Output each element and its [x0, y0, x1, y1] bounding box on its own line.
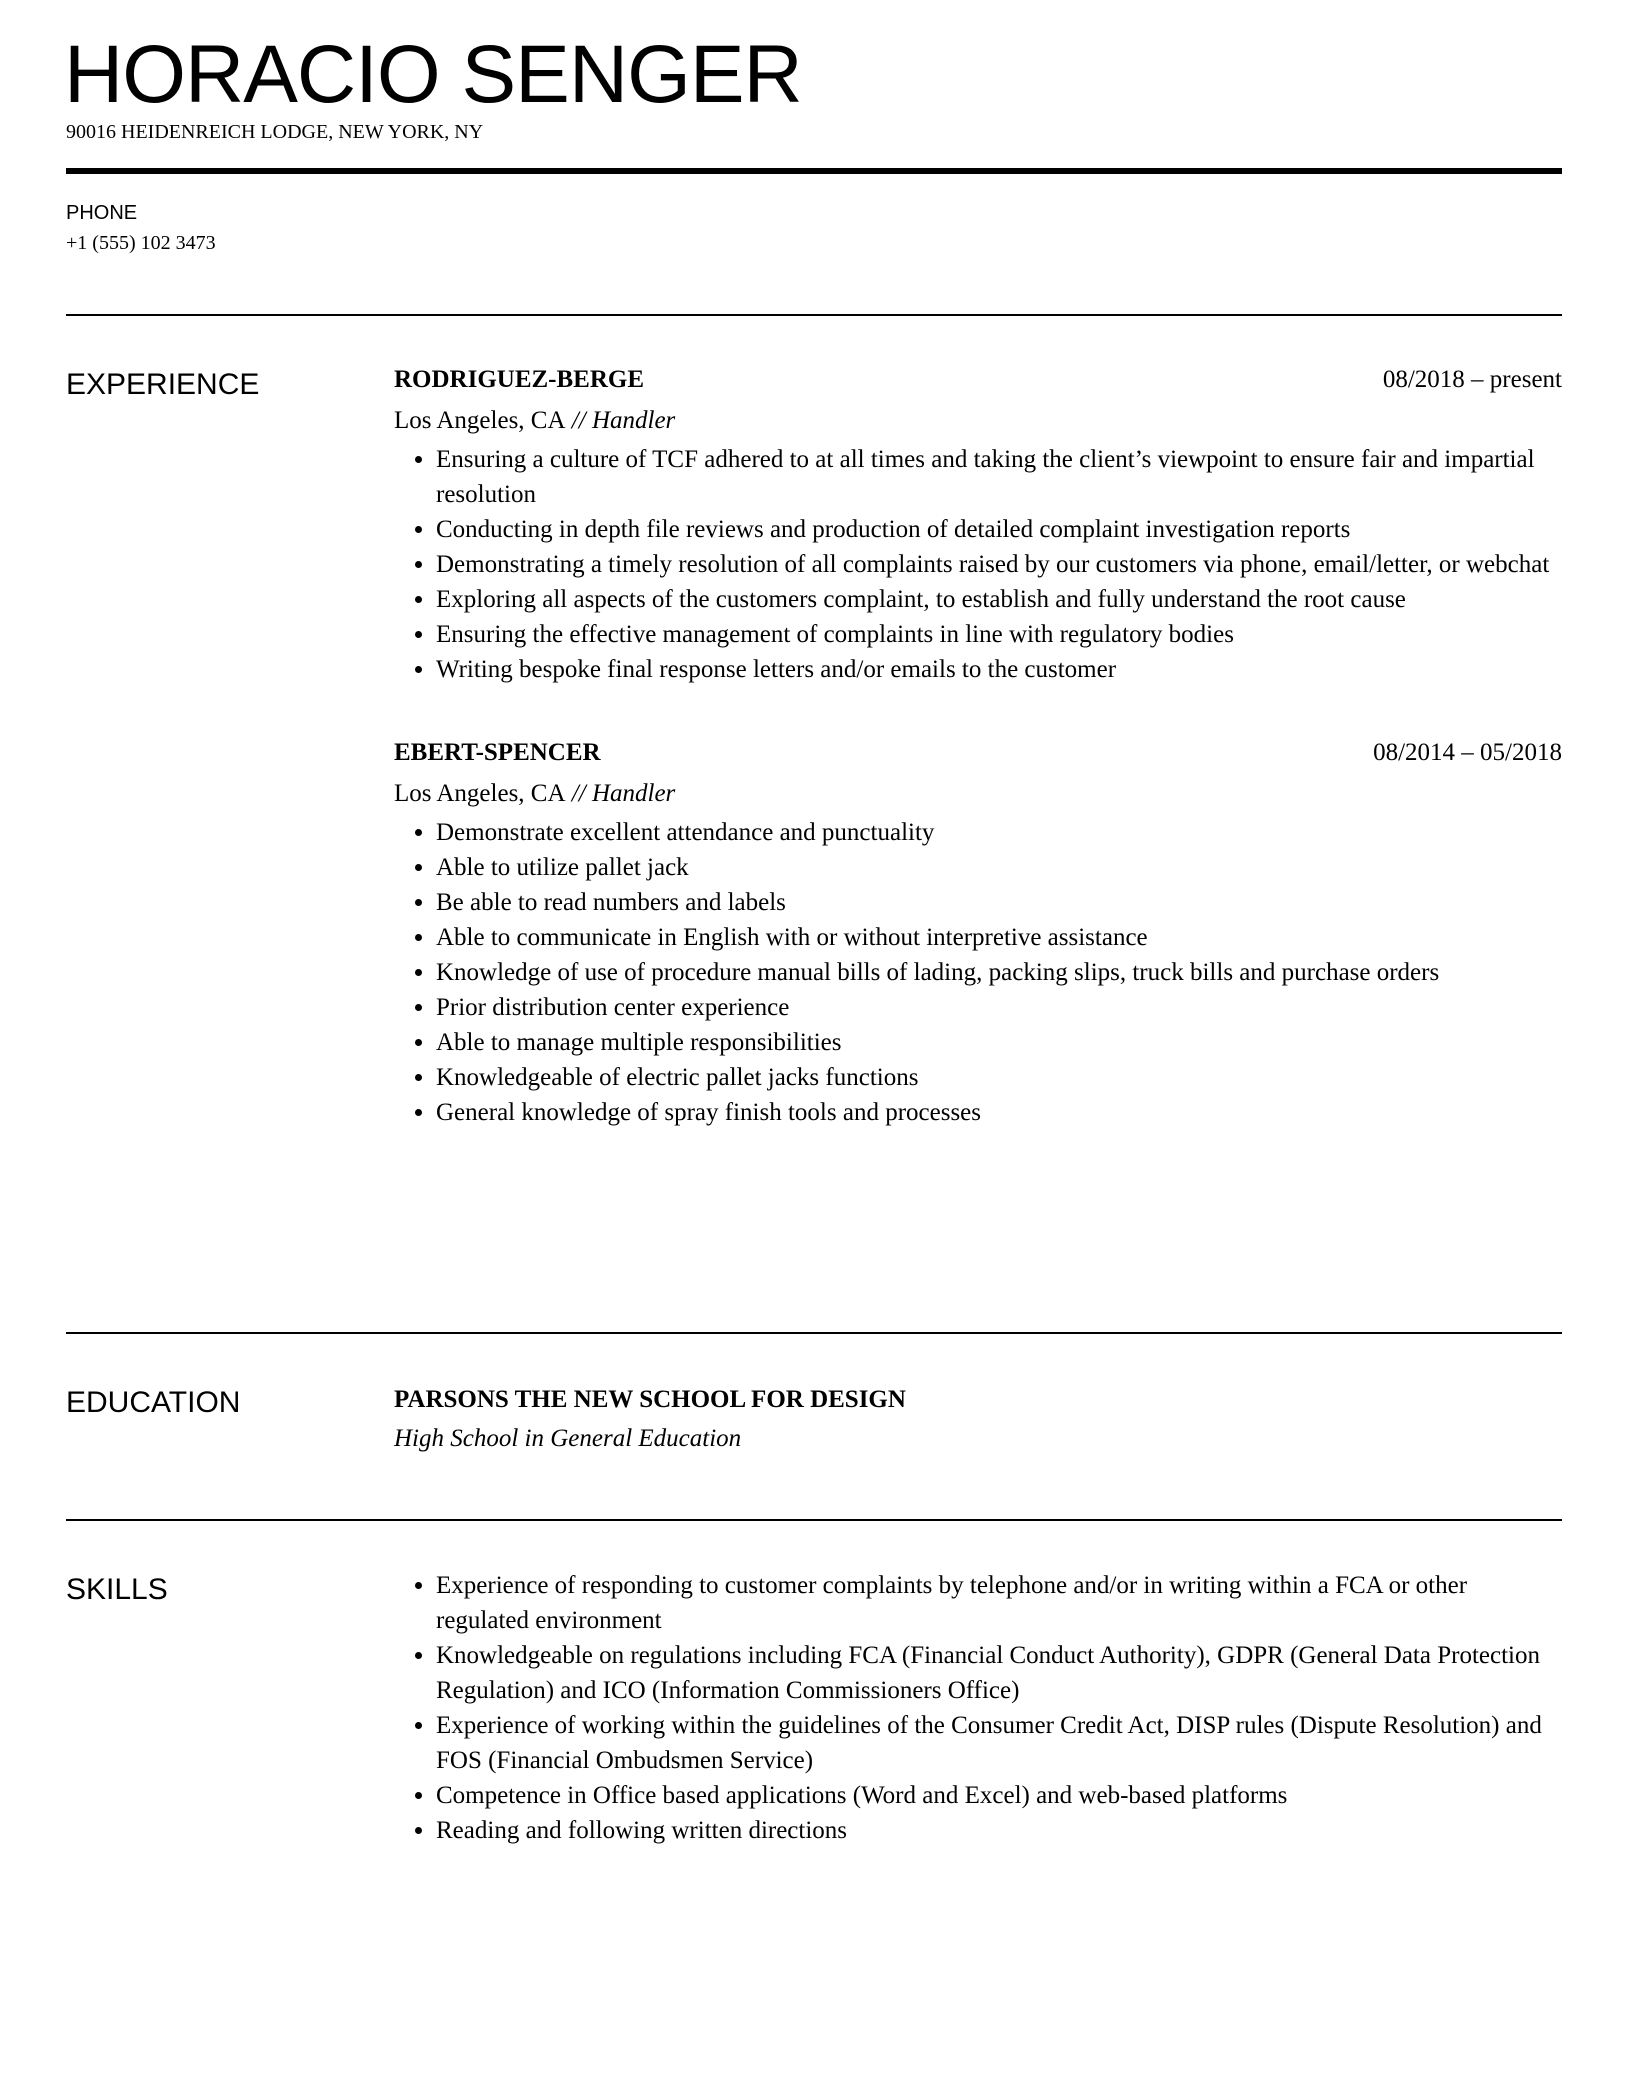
job-bullet: • Be able to read numbers and labels	[436, 885, 1562, 920]
job-location: Los Angeles, CA	[394, 780, 566, 807]
job-bullet: • Ensuring the effective management of complaints in line with regulatory bodies	[436, 617, 1562, 652]
divider	[66, 1519, 1562, 1521]
job-bullet: • General knowledge of spray finish tools and processes	[436, 1095, 1562, 1130]
skill-item: • Reading and following written directions	[436, 1813, 1562, 1848]
job-bullet: • Able to communicate in English with or without interpretive assistance	[436, 920, 1562, 955]
skill-item: • Experience of responding to customer complaints by telephone and/or in writing within a FCA or other regulated environment	[436, 1568, 1562, 1638]
divider	[66, 314, 1562, 316]
job-bullet: • Conducting in depth file reviews and production of detailed complaint investigation reports	[436, 512, 1562, 547]
education-section	[394, 1382, 1562, 1456]
school-name: PARSONS THE NEW SCHOOL FOR DESIGN	[394, 1386, 906, 1413]
degree: High School in General Education	[394, 1425, 742, 1452]
job-bullet: • Writing bespoke final response letters and/or emails to the customer	[436, 652, 1562, 687]
job-bullet: • Able to utilize pallet jack	[436, 850, 1562, 885]
skills-section	[394, 1568, 1562, 1848]
separator: //	[565, 780, 592, 807]
job-entry	[394, 362, 1562, 687]
job-bullet: • Prior distribution center experience	[436, 990, 1562, 1025]
company-name: EBERT-SPENCER	[394, 739, 601, 766]
separator: //	[565, 407, 592, 434]
divider	[66, 1332, 1562, 1334]
education-heading: EDUCATION	[66, 1386, 241, 1419]
job-role: Handler	[591, 407, 676, 434]
job-location: Los Angeles, CA	[394, 407, 566, 434]
company-name: RODRIGUEZ-BERGE	[394, 366, 645, 393]
candidate-name: HORACIO SENGER	[64, 29, 802, 120]
skill-item: • Competence in Office based applications (Word and Excel) and web-based platforms	[436, 1778, 1562, 1813]
job-bullet: • Able to manage multiple responsibilities	[436, 1025, 1562, 1060]
header-divider	[66, 168, 1562, 174]
address: 90016 HEIDENREICH LODGE, NEW YORK, NY	[66, 121, 484, 143]
job-bullet: • Knowledgeable of electric pallet jacks functions	[436, 1060, 1562, 1095]
job-bullet: • Knowledge of use of procedure manual bills of lading, packing slips, truck bills and purchase orders	[436, 955, 1562, 990]
experience-heading: EXPERIENCE	[66, 368, 260, 401]
job-entry	[394, 735, 1562, 1130]
skills-heading: SKILLS	[66, 1573, 168, 1606]
skill-item: • Knowledgeable on regulations including FCA (Financial Conduct Authority), GDPR (General Data Protection Regulation) and ICO (Information Commissioners Office)	[436, 1638, 1562, 1708]
job-role: Handler	[591, 780, 676, 807]
phone-label: PHONE	[66, 202, 138, 224]
experience-section	[394, 362, 1562, 1130]
job-bullet: • Ensuring a culture of TCF adhered to at all times and taking the client’s viewpoint to ensure fair and impartial resolution	[436, 442, 1562, 512]
phone-number: +1 (555) 102 3473	[66, 232, 216, 254]
job-bullet: • Demonstrating a timely resolution of all complaints raised by our customers via phone, email/letter, or webchat	[436, 547, 1562, 582]
job-bullet: • Demonstrate excellent attendance and punctuality	[436, 815, 1562, 850]
job-dates: 08/2018 – present	[1382, 366, 1562, 393]
skill-item: • Experience of working within the guidelines of the Consumer Credit Act, DISP rules (Dispute Resolution) and FOS (Financial Ombudsmen Service)	[436, 1708, 1562, 1778]
job-bullet: • Exploring all aspects of the customers complaint, to establish and fully understand the root cause	[436, 582, 1562, 617]
job-dates: 08/2014 – 05/2018	[1373, 739, 1562, 766]
